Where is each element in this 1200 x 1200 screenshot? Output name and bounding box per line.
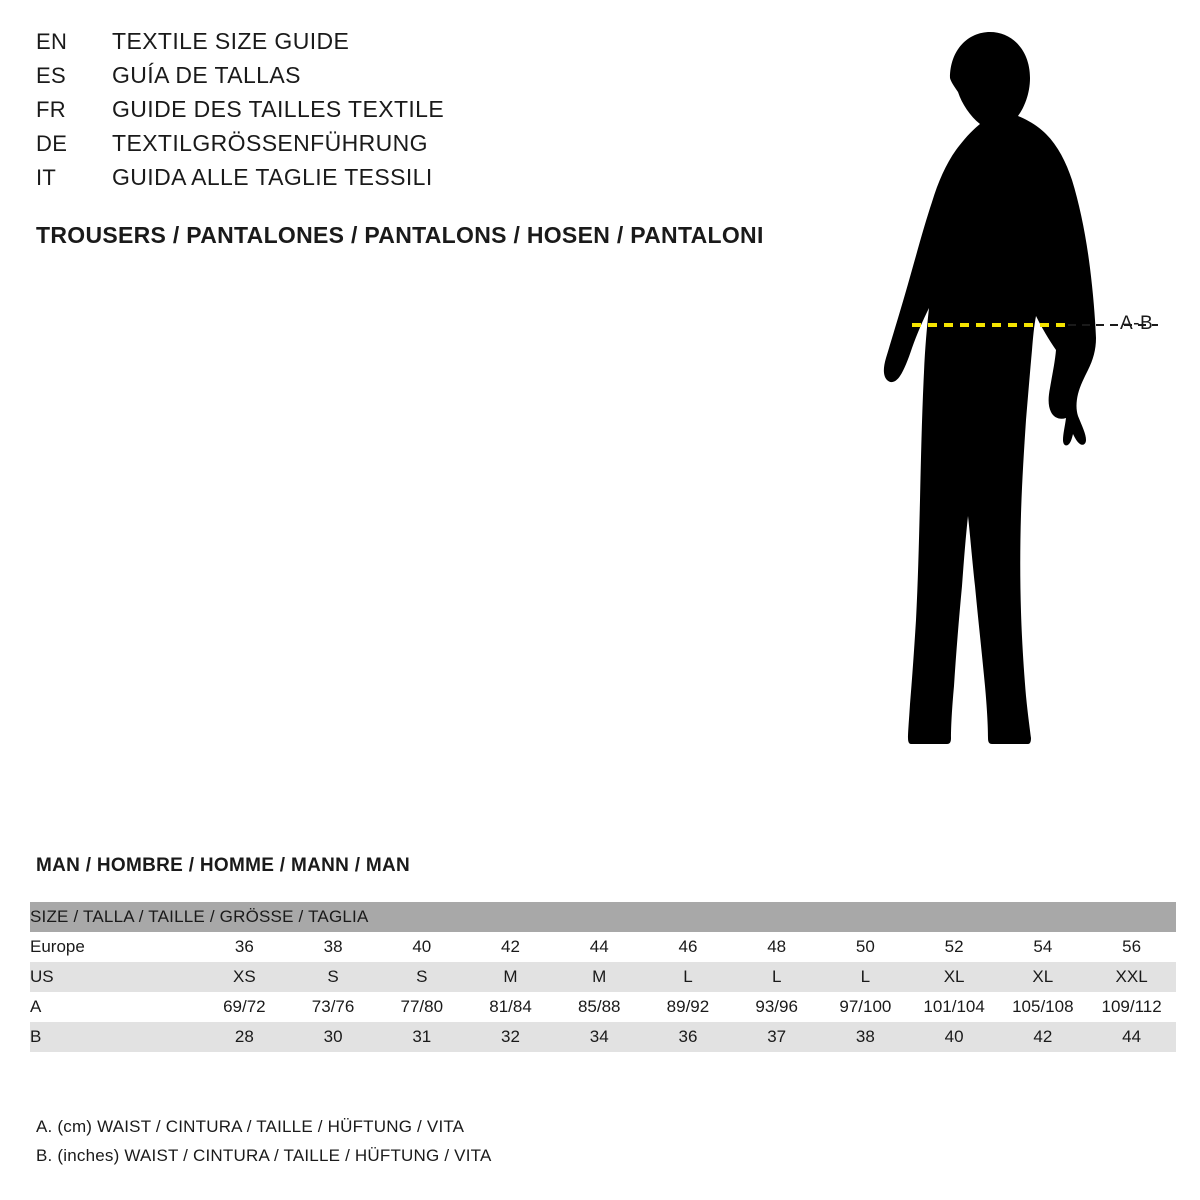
- row-label: B: [30, 1022, 200, 1052]
- cell: 38: [289, 932, 378, 962]
- language-code: IT: [36, 165, 57, 190]
- cell: 36: [644, 1022, 733, 1052]
- cell: 50: [821, 932, 910, 962]
- cell: 97/100: [821, 992, 910, 1022]
- cell: 40: [377, 932, 466, 962]
- language-code: EN: [36, 29, 68, 54]
- cell: 31: [377, 1022, 466, 1052]
- language-code: ES: [36, 63, 66, 88]
- silhouette-illustration: [790, 20, 1190, 800]
- cell: 56: [1087, 932, 1176, 962]
- language-list: [36, 28, 816, 198]
- cell: S: [377, 962, 466, 992]
- row-label: US: [30, 962, 200, 992]
- male-silhouette-shape: [884, 32, 1096, 744]
- cell: 30: [289, 1022, 378, 1052]
- cell: 42: [466, 932, 555, 962]
- footnote-a: A. (cm) WAIST / CINTURA / TAILLE / HÜFTUNG / VITA: [36, 1117, 465, 1136]
- table-row: [30, 962, 1176, 992]
- cell: L: [732, 962, 821, 992]
- man-section-title: MAN / HOMBRE / HOMME / MANN / MAN: [36, 855, 411, 876]
- cell: M: [466, 962, 555, 992]
- cell: XL: [998, 962, 1087, 992]
- table-header-label: SIZE / TALLA / TAILLE / GRÖSSE / TAGLIA: [30, 902, 1176, 932]
- cell: 37: [732, 1022, 821, 1052]
- garment-type-heading: TROUSERS / PANTALONES / PANTALONS / HOSEN / PANTALONI: [36, 222, 764, 248]
- language-title: GUÍA DE TALLAS: [112, 62, 301, 88]
- table-row: [30, 932, 1176, 962]
- cell: 89/92: [644, 992, 733, 1022]
- cell: L: [821, 962, 910, 992]
- size-table-container: [30, 902, 1176, 1052]
- cell: 69/72: [200, 992, 289, 1022]
- cell: 48: [732, 932, 821, 962]
- cell: 40: [910, 1022, 999, 1052]
- cell: 85/88: [555, 992, 644, 1022]
- cell: 81/84: [466, 992, 555, 1022]
- cell: 44: [1087, 1022, 1176, 1052]
- footnotes: [36, 1112, 936, 1170]
- language-row-de: [36, 130, 816, 164]
- cell: 105/108: [998, 992, 1087, 1022]
- cell: 109/112: [1087, 992, 1176, 1022]
- cell: 34: [555, 1022, 644, 1052]
- cell: M: [555, 962, 644, 992]
- cell: 77/80: [377, 992, 466, 1022]
- cell: 54: [998, 932, 1087, 962]
- cell: XS: [200, 962, 289, 992]
- cell: 28: [200, 1022, 289, 1052]
- cell: 73/76: [289, 992, 378, 1022]
- footnote-b: B. (inches) WAIST / CINTURA / TAILLE / HÜFTUNG / VITA: [36, 1146, 492, 1165]
- language-row-it: [36, 164, 816, 198]
- language-title: GUIDA ALLE TAGLIE TESSILI: [112, 164, 433, 190]
- cell: XL: [910, 962, 999, 992]
- ab-callout-label: A-B: [1120, 313, 1154, 334]
- language-title: TEXTILGRÖSSENFÜHRUNG: [112, 130, 428, 156]
- size-table: [30, 902, 1176, 1052]
- cell: 52: [910, 932, 999, 962]
- cell: 36: [200, 932, 289, 962]
- cell: 32: [466, 1022, 555, 1052]
- cell: S: [289, 962, 378, 992]
- language-row-es: [36, 62, 816, 96]
- table-row: [30, 1022, 1176, 1052]
- language-title: GUIDE DES TAILLES TEXTILE: [112, 96, 445, 122]
- cell: 38: [821, 1022, 910, 1052]
- row-label: A: [30, 992, 200, 1022]
- language-title: TEXTILE SIZE GUIDE: [112, 28, 350, 54]
- table-header-row: [30, 902, 1176, 932]
- cell: 44: [555, 932, 644, 962]
- cell: 101/104: [910, 992, 999, 1022]
- cell: 42: [998, 1022, 1087, 1052]
- cell: 46: [644, 932, 733, 962]
- cell: L: [644, 962, 733, 992]
- language-row-fr: [36, 96, 816, 130]
- table-row: [30, 992, 1176, 1022]
- cell: 93/96: [732, 992, 821, 1022]
- row-label: Europe: [30, 932, 200, 962]
- language-code: FR: [36, 97, 66, 122]
- cell: XXL: [1087, 962, 1176, 992]
- language-code: DE: [36, 131, 68, 156]
- language-row-en: [36, 28, 816, 62]
